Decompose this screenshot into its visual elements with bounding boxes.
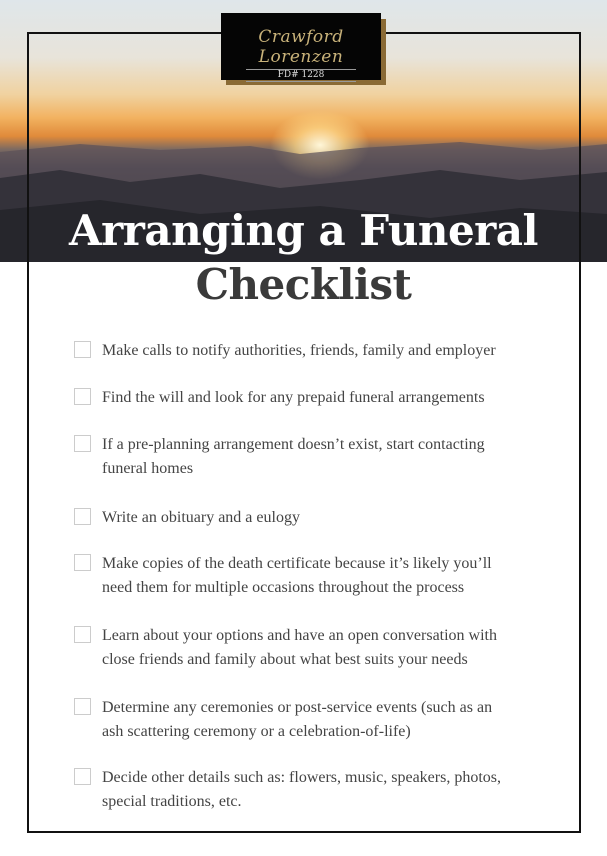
checklist-item [74, 339, 514, 363]
title-line-2: Checklist [195, 260, 412, 309]
item-text: Determine any ceremonies or post-service events (such as an ash scattering ceremony or a celebration-of-life) [102, 699, 493, 740]
item-text: Write an obituary and a eulogy [102, 509, 300, 526]
checklist-item [74, 766, 514, 814]
checkbox[interactable] [74, 508, 91, 525]
item-text: Decide other details such as: flowers, music, speakers, photos, special traditions, etc. [102, 769, 502, 810]
checkbox[interactable] [74, 554, 91, 571]
checklist-item [74, 552, 514, 600]
checkbox[interactable] [74, 698, 91, 715]
checkbox[interactable] [74, 626, 91, 643]
checklist-item [74, 386, 514, 410]
logo-name: Crawford Lorenzen [258, 27, 344, 67]
checkbox[interactable] [74, 388, 91, 405]
checklist-item [74, 506, 514, 530]
item-text: Learn about your options and have an open conversation with close friends and family about what best suits your needs [102, 627, 497, 668]
title-line-1: Arranging a Funeral [69, 206, 538, 255]
checklist-item [74, 696, 514, 744]
funeral-home-logo [221, 13, 381, 80]
checkbox[interactable] [74, 341, 91, 358]
item-text: If a pre-planning arrangement doesn’t exist, start contacting funeral homes [102, 436, 485, 477]
item-text: Make copies of the death certificate because it’s likely you’ll need them for multiple occasions throughout the process [102, 555, 492, 596]
logo-license: FD# 1228 [246, 69, 356, 82]
item-text: Make calls to notify authorities, friends, family and employer [102, 342, 496, 359]
item-text: Find the will and look for any prepaid funeral arrangements [102, 389, 485, 406]
checklist-item [74, 433, 514, 481]
checklist-item [74, 624, 514, 672]
checkbox[interactable] [74, 435, 91, 452]
checkbox[interactable] [74, 768, 91, 785]
